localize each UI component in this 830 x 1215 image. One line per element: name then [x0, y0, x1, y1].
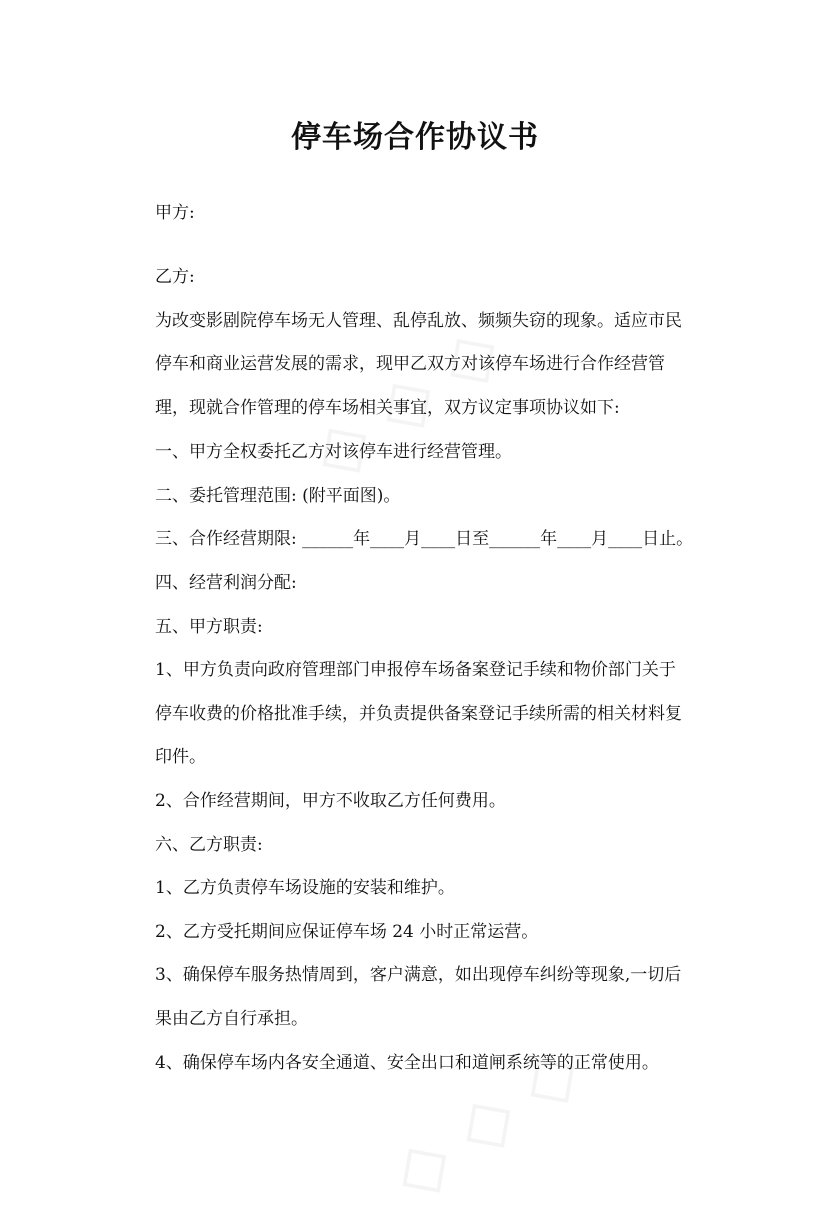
- preamble-line: 为改变影剧院停车场无人管理、乱停乱放、频频失窃的现象。适应市民: [155, 311, 682, 331]
- clause-6-item: 4、确保停车场内各安全通道、安全出口和道闸系统等的正常使用。: [155, 1053, 659, 1073]
- document-title: 停车场合作协议书: [291, 120, 539, 155]
- clause-6-item: 果由乙方自行承担。: [155, 1009, 308, 1029]
- clause-5-item: 2、合作经营期间，甲方不收取乙方任何费用。: [155, 791, 506, 811]
- clause-5-item: 1、甲方负责向政府管理部门申报停车场备案登记手续和物价部门关于: [155, 660, 676, 680]
- clause-6-item: 3、确保停车服务热情周到，客户满意，如出现停车纠纷等现象,一切后: [155, 965, 682, 985]
- clause-6-item: 2、乙方受托期间应保证停车场 24 小时正常运营。: [155, 922, 539, 942]
- preamble-line: 停车和商业运营发展的需求，现甲乙双方对该停车场进行合作经营管: [155, 354, 665, 374]
- clause-5-item: 印件。: [155, 747, 206, 767]
- clause-1: 一、甲方全权委托乙方对该停车进行经营管理。: [155, 442, 512, 462]
- clause-3: 三、合作经营期限: ______年____月____日至______年____月____日止。: [155, 529, 694, 549]
- preamble-line: 理，现就合作管理的停车场相关事宜，双方议定事项协议如下:: [155, 398, 620, 418]
- party-a-line: 甲方:: [155, 203, 195, 223]
- clause-4: 四、经营利润分配:: [155, 573, 297, 593]
- clause-6-item: 1、乙方负责停车场设施的安装和维护。: [155, 878, 455, 898]
- party-b-line: 乙方:: [155, 267, 195, 287]
- clause-5-item: 停车收费的价格批准手续，并负责提供备案登记手续所需的相关材料复: [155, 704, 682, 724]
- clause-6-heading: 六、乙方职责:: [155, 835, 263, 855]
- clause-5-heading: 五、甲方职责:: [155, 617, 263, 637]
- clause-2: 二、委托管理范围: (附平面图)。: [155, 486, 401, 506]
